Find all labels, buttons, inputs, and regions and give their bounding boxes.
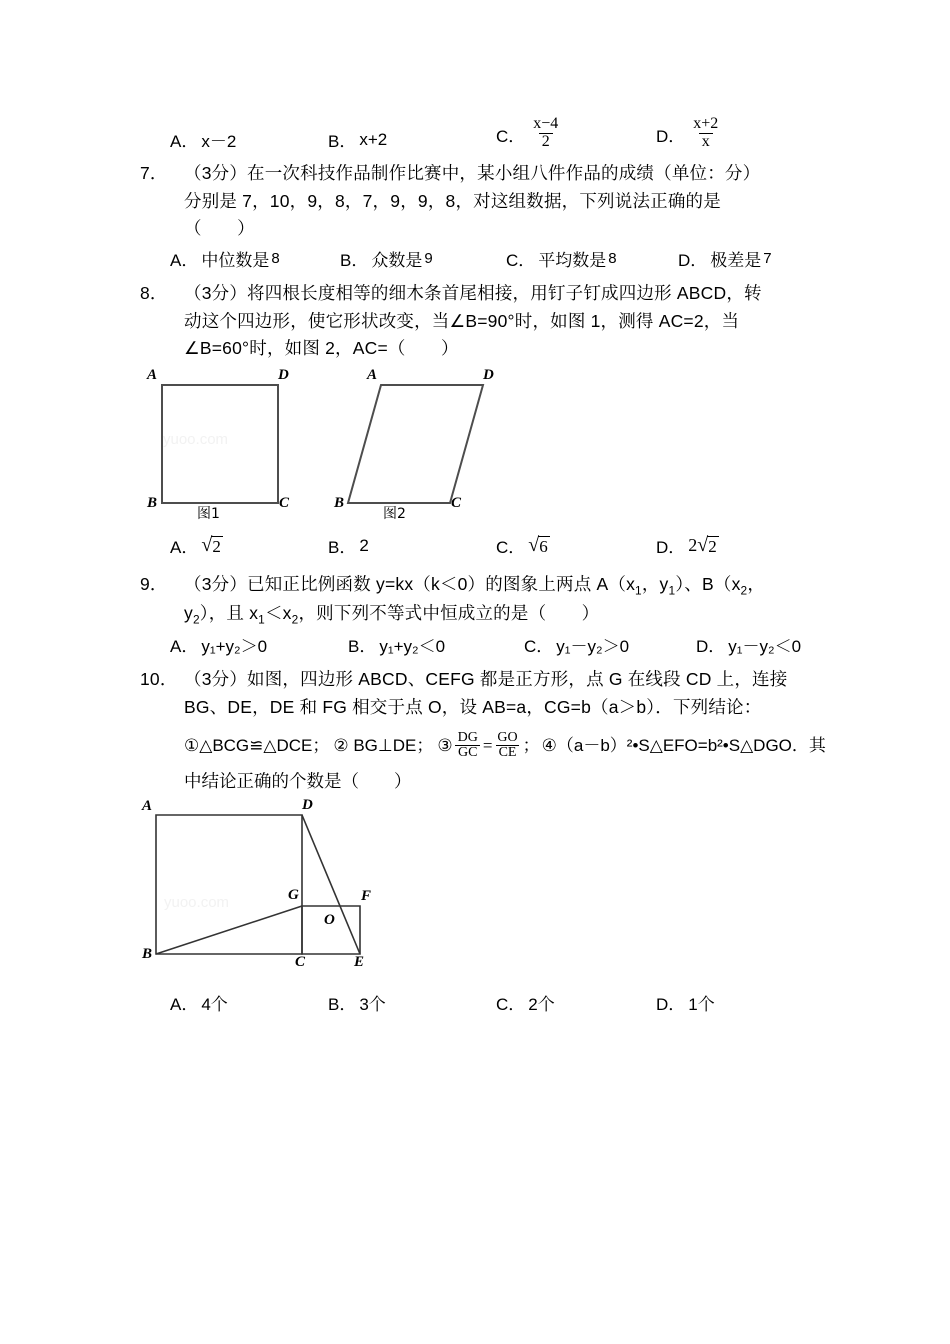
q6-option-c[interactable] [496, 117, 656, 152]
q9-line1-sub3: 2 [740, 583, 748, 598]
q10-option-d-label: D． [656, 994, 686, 1014]
q7-option-a[interactable] [170, 246, 340, 271]
q8-fig2-label-B: B [334, 494, 345, 511]
q6-option-a-value: x－2 [201, 132, 237, 151]
q10-frac2-numerator: GO [497, 729, 518, 745]
q8-option-a-label: A． [170, 538, 199, 558]
q9-line2-sub3: 2 [291, 612, 299, 627]
q9-line2-sub1: 2 [192, 612, 200, 627]
q9-line2-d: ，则下列不等式中恒成立的是（ ） [298, 603, 600, 624]
q10-option-c-value: 2个 [528, 994, 555, 1014]
q6-option-b-label: B． [328, 132, 357, 151]
q8-fig2-label-A: A [367, 366, 378, 383]
q8-option-a[interactable] [170, 533, 328, 558]
q8-option-c-label: C． [496, 538, 526, 558]
q10-label-F: F [361, 887, 372, 904]
q10-option-b[interactable] [328, 990, 496, 1015]
q7-option-d-value: 7 [763, 249, 772, 267]
q8-option-d-label: D． [656, 538, 686, 558]
q10-label-D: D [302, 796, 313, 813]
q10-conclusion-3-tail: ； [522, 736, 540, 756]
q8-fig1-caption: 图1 [197, 505, 220, 522]
q10-option-a-value: 4个 [201, 994, 228, 1014]
q9-option-a-expr: y₁+y₂＞0 [201, 637, 268, 657]
q9-option-d-expr: y₁－y₂＜0 [728, 637, 802, 657]
q8-fig2-label-C: C [451, 494, 462, 511]
q9-stem-line1 [184, 571, 830, 600]
q9-option-b-expr: y₁+y₂＜0 [379, 637, 446, 657]
q10-stem-line2: BG、DE，DE 和 FG 相交于点 O，设 AB=a，CG=b（a＞b）．下列结论： [184, 697, 762, 718]
q7-option-d-label: D． [678, 250, 708, 270]
q8-option-c-radical [528, 536, 549, 555]
q10-option-a-label: A． [170, 994, 199, 1014]
q10-option-b-label: B． [328, 994, 357, 1014]
q10-label-A: A [142, 797, 153, 814]
q7-stem-line3: （ ） [184, 218, 255, 239]
q7-option-d-text: 极差是 [710, 250, 762, 270]
q8-fig1-label-A: A [147, 366, 158, 383]
q10-label-B: B [142, 945, 153, 962]
q7-option-b[interactable] [340, 246, 506, 271]
q8-figure-1 [145, 366, 305, 522]
q9-option-a-label: A． [170, 637, 199, 657]
q9-option-b-label: B． [348, 637, 377, 657]
q8-fig2-caption: 图2 [383, 505, 406, 522]
q7-option-c-text: 平均数是 [538, 250, 607, 270]
q8-option-d[interactable] [656, 533, 719, 558]
q10-label-E: E [354, 953, 365, 970]
q7-option-c-value: 8 [608, 249, 617, 267]
q8-option-a-radicand: 2 [212, 537, 221, 557]
q9-line2-a: y [184, 603, 193, 624]
q8-fig1-watermark: yuoo.com [163, 430, 229, 448]
q8-option-d-coefficient: 2 [688, 535, 698, 556]
q9-option-a[interactable] [170, 632, 348, 657]
q8-option-b[interactable] [328, 533, 496, 558]
q6-option-c-denominator: 2 [539, 133, 553, 151]
q10-options-row [140, 990, 830, 1015]
q8-figure-2-svg [335, 367, 500, 517]
q7-option-c[interactable] [506, 246, 678, 271]
q6-option-d-fraction [690, 116, 721, 151]
q7-option-c-label: C． [506, 250, 536, 270]
q10-label-O: O [324, 911, 335, 928]
q10-option-a[interactable] [170, 990, 328, 1015]
q9-line1-c: ）、B（x [675, 573, 741, 594]
q8-option-d-radical [697, 536, 718, 555]
q8-stem-line1: （3分）将四根长度相等的细木条首尾相接，用钉子钉成四边形 ABCD，转 [184, 282, 762, 303]
q10-conclusion-3-fraction-left [455, 731, 481, 761]
q10-label-G: G [288, 886, 299, 903]
q8-option-d-radicand: 2 [708, 537, 717, 557]
q7-option-b-text: 众数是 [371, 250, 423, 270]
q7-stem-line2: 分别是 7，10，9，8，7，9，9，8，对这组数据，下列说法正确的是 [184, 190, 721, 211]
q10-conclusions [140, 729, 830, 762]
q10-figure-watermark: yuoo.com [164, 893, 230, 911]
q10-option-c[interactable] [496, 990, 656, 1015]
q9-option-d-label: D． [696, 637, 726, 657]
radical-sign-icon: √ [528, 534, 540, 557]
q8-stem-line2: 动这个四边形，使它形状改变，当∠B=90°时，如图 1，测得 AC=2，当 [184, 310, 740, 331]
q9-line1-sub2: 1 [668, 583, 676, 598]
q9-line1-sub1: 1 [635, 583, 642, 598]
radical-sign-icon: √ [697, 534, 709, 557]
q10-conclusion-3-mark: ③ [437, 736, 453, 756]
q8-number: 8． [140, 282, 168, 303]
q8-fig2-label-D: D [483, 366, 494, 383]
q10-frac2-denominator: CE [496, 745, 520, 761]
q8-figure-2 [334, 366, 500, 522]
question-7 [140, 160, 830, 243]
question-9 [140, 571, 830, 630]
q7-option-b-label: B． [340, 250, 369, 270]
q9-stem-line2 [184, 600, 830, 629]
q6-option-b-value: x+2 [359, 129, 388, 149]
q10-conclusion-3-equals: = [482, 736, 493, 756]
q7-stem [184, 160, 830, 243]
q6-option-b[interactable] [328, 127, 496, 152]
question-8 [140, 280, 830, 363]
q8-fig1-label-B: B [147, 494, 158, 511]
q8-option-b-label: B． [328, 538, 357, 558]
q10-option-c-label: C． [496, 994, 526, 1014]
q9-line2-b: ），且 x [199, 603, 259, 624]
page-content [140, 96, 830, 1015]
q10-frac1-numerator: DG [457, 729, 478, 745]
q9-option-b[interactable] [348, 632, 524, 657]
q10-stem [184, 666, 830, 721]
q9-line1-b: ，y [641, 573, 669, 594]
q7-option-a-value: 8 [271, 249, 280, 267]
q9-option-c-expr: y₁－y₂＞0 [556, 637, 630, 657]
q10-conclusion-2: ② BG⊥DE； [333, 736, 434, 756]
q8-figures [140, 367, 830, 527]
q6-option-d-label: D． [656, 127, 686, 147]
q8-fig1-label-D: D [278, 366, 289, 383]
q6-option-d[interactable] [656, 117, 723, 152]
q9-line2-c: ＜x [264, 603, 292, 624]
q10-conclusion-1: ①△BCG≌△DCE； [184, 736, 330, 756]
q8-options-row [140, 529, 830, 563]
q8-stem [184, 280, 830, 363]
q9-line1-a: （3分）已知正比例函数 y=kx（k＜0）的图象上两点 A（x [184, 573, 636, 594]
q7-option-b-value: 9 [424, 249, 433, 267]
q8-fig1-label-C: C [279, 494, 290, 511]
q9-option-c-label: C． [524, 637, 554, 657]
q9-line1-d: ， [747, 573, 766, 594]
q6-option-c-label: C． [496, 127, 526, 147]
q8-stem-line3: ∠B=60°时，如图 2，AC=（ ） [184, 338, 459, 359]
q9-option-c[interactable] [524, 632, 696, 657]
q10-label-C: C [295, 953, 306, 970]
q7-option-d[interactable] [678, 246, 772, 271]
q7-option-a-text: 中位数是 [201, 250, 270, 270]
q10-conclusion-3-fraction-right [494, 731, 520, 761]
q9-options-row [140, 632, 830, 657]
q6-option-a[interactable] [170, 127, 328, 152]
q9-stem [184, 571, 830, 630]
q7-option-a-label: A． [170, 250, 199, 270]
q10-frac1-denominator: GC [455, 745, 480, 761]
q6-option-c-fraction [530, 116, 561, 151]
q10-figure-inner [142, 796, 402, 977]
q8-option-b-value: 2 [359, 535, 369, 555]
q8-option-c-radicand: 6 [539, 537, 548, 557]
q10-conclusion-4: ④（a－b）²•S△EFO=b²•S△DGO．其 [541, 736, 826, 756]
q8-option-a-radical [201, 536, 222, 555]
q10-option-d-value: 1个 [688, 994, 715, 1014]
q6-option-d-numerator: x+2 [693, 115, 719, 133]
q6-options-row [140, 96, 830, 152]
q8-option-c[interactable] [496, 533, 656, 558]
q9-line2-sub2: 1 [258, 612, 265, 627]
q6-option-a-label: A． [170, 132, 199, 151]
radical-sign-icon: √ [201, 534, 213, 557]
q7-stem-line1: （3分）在一次科技作品制作比赛中，某小组八件作品的成绩（单位：分） [184, 163, 761, 183]
q9-option-d[interactable] [696, 632, 801, 657]
q10-stem-line1: （3分）如图，四边形 ABCD、CEFG 都是正方形，点 G 在线段 CD 上，连接 [184, 669, 788, 690]
q6-option-c-numerator: x−4 [533, 115, 559, 133]
question-10 [140, 666, 830, 721]
q10-figure [140, 796, 830, 982]
q10-option-d[interactable] [656, 990, 715, 1015]
q7-options-row [140, 246, 830, 271]
q10-stem-line4: 中结论正确的个数是（ ） [184, 771, 412, 792]
q9-number: 9． [140, 573, 168, 594]
q7-number: 7． [140, 163, 168, 183]
q10-number: 10． [140, 669, 178, 690]
q6-option-d-denominator: x [699, 133, 713, 151]
q10-option-b-value: 3个 [359, 994, 386, 1014]
